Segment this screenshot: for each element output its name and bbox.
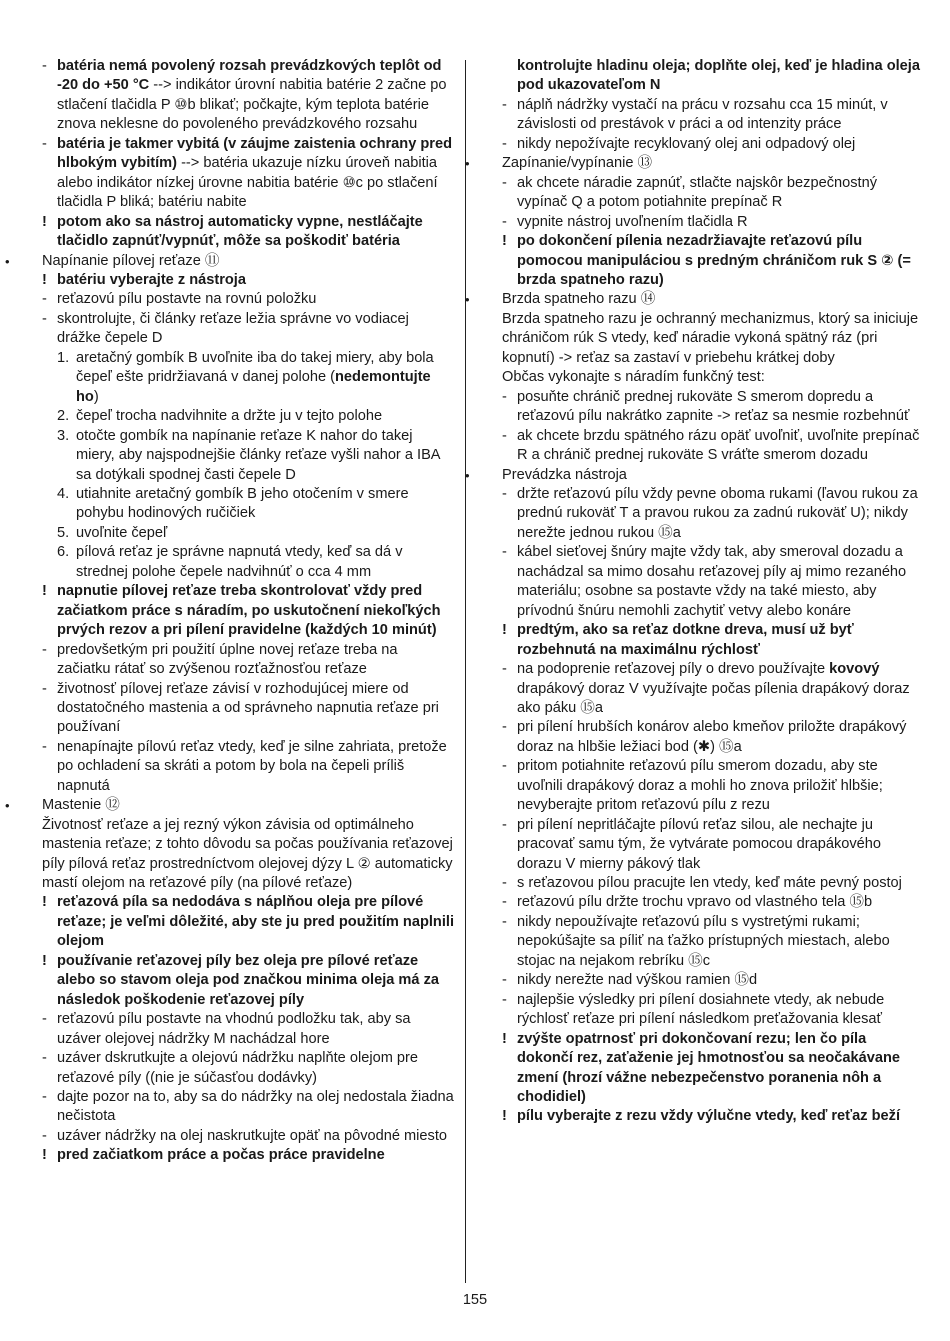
item-text: reťazovú pílu postavte na vhodnú podložku tak, aby sa uzáver olejovej nádržky M nachádzal hore [57,1011,411,1047]
right-list-item [502,991,920,1030]
warning-marker: ! [502,233,507,250]
dash-marker: - [502,875,507,892]
item-text: pri pílení nepritláčajte pílovú reťaz silou, ale nechajte ju pracovať samu tým, že vytvárate pomocou drapákového dorazu V mierny pákový tlak [517,816,882,872]
warning-marker: ! [42,213,47,230]
right-section-heading [465,154,920,173]
right-list-item [502,543,920,621]
right-list-item [502,485,920,543]
left-section-heading [5,252,454,271]
right-paragraph [502,310,920,368]
left-list-item [42,135,454,213]
text-segment: batéria je takmer vybitá (v záujme zaistenia ochrany pred hlbokým vybitím) [57,135,453,172]
item-text [76,350,434,405]
right-list-item [502,96,920,135]
item-text: po dokončení pílenia nezadržiavajte reťazovú pílu pomocou manipuláciou s predným chráničom ruk S ② (= brzda spatneho razu) [517,233,911,288]
dash-marker: - [502,972,507,989]
left-list-item [42,310,454,349]
item-text: pred začiatkom práce a počas práce pravidelne [57,1147,385,1164]
left-warning [42,893,454,951]
left-warning [42,271,454,290]
dash-marker: - [502,174,507,191]
right-list-item [502,913,920,971]
right-warning [502,232,920,290]
right-list-item [502,660,920,718]
dash-marker: - [502,661,507,678]
left-list-item [42,680,454,738]
text-segment: ) [93,388,99,405]
dash-marker: - [502,816,507,833]
item-text: Občas vykonajte s náradím funkčný test: [502,369,765,386]
item-text [57,58,447,132]
dash-marker: - [502,719,507,736]
dash-marker: - [42,291,47,308]
warning-marker: ! [502,1030,507,1047]
item-text: Brzda spatneho razu ⑭ [502,291,656,308]
left-warning [42,952,454,1010]
item-text: skontrolujte, či články reťaze ležia správne vo vodiacej drážke čepele D [57,310,409,347]
dash-marker: - [42,1011,47,1028]
item-text: Napínanie pílovej reťaze ⑪ [42,252,220,269]
item-text: dajte pozor na to, aby sa do nádržky na olej nedostala žiadna nečistota [57,1089,454,1125]
step-number: 2. [57,408,70,425]
item-text: napnutie pílovej reťaze treba skontrolovať vždy pred začiatkom práce s náradím, po uskutočnení niekoľkých prvých rezov a pri pílení pravidelne (každých 10 minút) [57,583,441,639]
text-segment: --> batéria ukazuje nízku úroveň nabitia alebo indikátor nízkej úrovne nabitia batérie ⑩c po stlačení tlačidla P bliká; batériu nabite [57,155,438,211]
dash-marker: - [502,485,507,502]
warning-marker: ! [42,952,47,969]
text-segment: kovový [829,661,880,678]
bullet-marker: • [465,156,470,172]
dash-marker: - [42,641,47,658]
left-numbered-step [42,427,454,485]
dash-marker: - [502,544,507,561]
item-text: najlepšie výsledky pri pílení dosiahnete vtedy, ak nebude rýchlosť reťaze pri pílení následkom preťažovania klesať [517,991,885,1028]
item-text: používanie reťazovej píly bez oleja pre pílové reťaze alebo so stavom oleja pod značkou minima oleja má za následok poškodenie reťazovej píly [57,952,439,1008]
text-segment: drapákový doraz V využívajte počas pílenia drapákový doraz ako páku ⑮a [517,680,910,716]
item-text [57,136,452,210]
text-segment: aretačný gombík B uvoľnite iba do takej miery, aby bola čepeľ ešte pridržiavaná v danej polohe ( [76,349,434,386]
item-text: uvoľnite čepeľ [76,524,168,541]
left-list-item [42,641,454,680]
right-list-item [502,174,920,213]
left-column [5,57,455,1166]
bullet-marker: • [5,798,10,814]
left-list-item [42,1127,454,1146]
item-text: nikdy nepoužívajte reťazovú pílu s vystretými rukami; nepokúšajte sa píliť na ťažko prístupných miestach, alebo stojac na nejakom rebríku ⑮c [517,913,890,969]
item-text: Prevádzka nástroja [502,466,627,483]
item-text: zvýšte opatrnosť pri dokončovaní rezu; len čo píla dokončí rez, zaťaženie jej hmotnosťou sa neočakávane zmení (hrozí vážne nebezpečenstvo poranenia nôh a chodidiel) [517,1030,901,1106]
right-list-item [502,816,920,874]
item-text: čepeľ trocha nadvihnite a držte ju v tejto polohe [76,408,383,425]
step-number: 3. [57,427,70,444]
right-warning [502,1030,920,1108]
right-section-heading [465,466,920,485]
warning-marker: ! [42,583,47,600]
left-warning [42,582,454,640]
right-warning [502,1107,920,1126]
item-text: pílová reťaz je správne napnutá vtedy, keď sa dá v strednej polohe čepele nadvihnúť o cca 4 mm [76,544,403,580]
right-list-item [502,893,920,912]
dash-marker: - [42,1127,47,1144]
left-numbered-step [42,349,454,407]
item-text: pílu vyberajte z rezu vždy výlučne vtedy, keď reťaz beží [517,1108,901,1125]
warning-marker: ! [502,622,507,639]
dash-marker: - [502,135,507,152]
item-text: uzáver nádržky na olej naskrutkujte opäť na pôvodné miesto [57,1127,448,1144]
item-text: potom ako sa nástroj automaticky vypne, nestláčajte tlačidlo zapnúť/vypnúť, môže sa poškodiť batéria [57,213,423,250]
item-text: predovšetkým pri použití úplne novej reťaze treba na začiatku rátať so zvýšenou rozťažnosťou reťaze [57,641,398,678]
left-numbered-step [42,407,454,426]
right-column [465,57,920,1127]
dash-marker: - [42,1089,47,1106]
item-text: náplň nádržky vystačí na prácu v rozsahu cca 15 minút, v závislosti od prestávok v práci a od intenzity práce [517,96,888,133]
item-text: otočte gombík na napínanie reťaze K nahor do takej miery, aby najspodnejšie články reťaze vyšli nahor a IBA sa dotýkali spodnej časti čepele D [76,427,440,483]
step-number: 6. [57,544,70,561]
item-text: Zapínanie/vypínanie ⑬ [502,155,653,172]
right-warning [502,621,920,660]
left-numbered-step [42,543,454,582]
item-text: ak chcete náradie zapnúť, stlačte najskôr bezpečnostný vypínač Q a potom potiahnite prepínač R [517,174,877,211]
right-section-heading [465,290,920,309]
item-text: ak chcete brzdu spätného rázu opäť uvoľniť, uvoľnite prepínač R a chránič prednej rukoväte S vráťte smerom dozadu [517,427,920,464]
item-text: uzáver dskrutkujte a olejovú nádržku naplňte olejom pre reťazové píly ((nie je súčasťou dodávky) [57,1050,418,1086]
item-text: nenapínajte pílovú reťaz vtedy, keď je silne zahriata, pretože po ochladení sa skráti a potom by bola na čepeli príliš napnutá [57,738,447,794]
step-number: 4. [57,485,70,502]
item-text: predtým, ako sa reťaz dotkne dreva, musí už byť rozbehnutá na maximálnu rýchlosť [517,622,854,658]
right-list-item [502,757,920,815]
dash-marker: - [502,388,507,405]
item-text: pri pílení hrubších konárov alebo kmeňov priložte drapákový doraz na hlbšie ležiaci bod (✱) ⑮a [517,719,907,755]
left-list-item [42,1088,454,1127]
item-text: Životnosť reťaze a jej rezný výkon závisia od optimálneho mastenia reťaze; z tohto dôvodu sa počas používania reťazovej píly pílová reťaz prostredníctvom olejovej dýzy L ② automaticky mastí olejom na reťazové píly (na pílové reťaze) [42,816,453,892]
text-segment: --> indikátor úrovní nabitia batérie 2 začne po stlačení tlačidla P ⑩b blikať; počkajte, kým teplota batérie znova neklesne do povoleného prevádzkového rozsahu [57,77,447,133]
right-list-item [502,971,920,990]
left-section-heading [5,796,454,815]
item-text: kábel sieťovej šnúry majte vždy tak, aby smeroval dozadu a nachádzal sa mimo dosahu reťazovej píly aj mimo rezaného materiálu; osobne sa postavte vždy na také miesto, aby prívodnú šnúru nemohli zachytiť vetvy alebo konáre [517,544,907,619]
page-number: 155 [462,1292,488,1308]
right-paragraph [502,368,920,387]
item-text: nikdy nepožívajte recyklovaný olej ani odpadový olej [517,135,856,152]
bullet-marker: • [5,253,10,269]
left-numbered-step [42,524,454,543]
dash-marker: - [42,738,47,755]
left-list-item [42,1049,454,1088]
text-segment: nedemontujte ho [76,369,431,405]
item-text: kontrolujte hladinu oleja; doplňte olej, keď je hladina oleja pod ukazovateľom N [517,58,920,94]
dash-marker: - [42,680,47,697]
right-list-item [502,135,920,154]
dash-marker: - [502,213,507,230]
dash-marker: - [42,1050,47,1067]
warning-marker: ! [502,1108,507,1125]
warning-marker: ! [42,894,47,911]
text-segment: batéria nemá povolený rozsah prevádzkových teplôt od -20 do +50 °C [57,58,442,94]
step-number: 1. [57,349,70,366]
right-list-item [502,718,920,757]
item-text: utiahnite aretačný gombík B jeho otočením v smere pohybu hodinových ručičiek [76,485,409,522]
item-text: reťazová píla sa nedodáva s náplňou oleja pre pílové reťaze; je veľmi dôležité, aby ste ju pred použitím naplnili olejom [57,894,455,950]
right-list-item [502,427,920,466]
text-segment: na podoprenie reťazovej píly o drevo používajte [517,661,830,678]
right-list-item [502,213,920,232]
item-text: Brzda spatneho razu je ochranný mechanizmus, ktorý sa iniciuje chráničom rúk S vtedy, keď náradie vykoná spätný ráz (pri kopnutí) -> reťaz sa zastaví v priebehu krátkej doby [502,310,919,366]
item-text [517,661,910,716]
bullet-marker: • [465,467,470,483]
item-text: pritom potiahnite reťazovú pílu smerom dozadu, aby ste uvoľnili drapákový doraz a mohli ho znova priložiť hlbšie; nevyberajte pritom reťazovú pílu z rezu [517,758,883,814]
column-divider [465,60,466,1283]
dash-marker: - [502,96,507,113]
item-text: vypnite nástroj uvoľnením tlačidla R [517,213,748,230]
left-list-item [42,1010,454,1049]
left-warning [42,1146,454,1165]
item-text: nikdy nerežte nad výškou ramien ⑮d [517,972,758,989]
left-warning [42,213,454,252]
left-list-item [42,57,454,135]
left-paragraph [42,816,454,894]
dash-marker: - [502,991,507,1008]
left-numbered-step [42,485,454,524]
item-text: držte reťazovú pílu vždy pevne oboma rukami (ľavou rukou za prednú rukoväť T a pravou rukou za zadnú rukoväť U); nikdy nerežte jednou rukou ⑮a [517,485,918,541]
warning-marker: ! [42,271,47,288]
warning-marker: ! [42,1147,47,1164]
bullet-marker: • [465,292,470,308]
item-text: reťazovú pílu postavte na rovnú položku [57,291,317,308]
right-list-item [502,874,920,893]
dash-marker: - [42,310,47,327]
dash-marker: - [42,135,47,152]
left-list-item [42,738,454,796]
item-text: posuňte chránič prednej rukoväte S smerom dopredu a reťazovú pílu nakrátko zapnite -> reťaz sa nesmie rozbehnúť [517,388,910,425]
dash-marker: - [42,58,47,74]
item-text: Mastenie ⑫ [42,797,120,814]
left-list-item [42,290,454,309]
right-list-item [502,388,920,427]
step-number: 5. [57,524,70,541]
item-text: životnosť pílovej reťaze závisí v rozhodujúcej miere od dostatočného mastenia a od správneho napnutia reťaze pri používaní [57,680,439,736]
dash-marker: - [502,758,507,775]
dash-marker: - [502,427,507,444]
item-text: batériu vyberajte z nástroja [57,271,246,288]
dash-marker: - [502,894,507,911]
item-text: reťazovú pílu držte trochu vpravo od vlastného tela ⑮b [517,894,873,911]
item-text: s reťazovou pílou pracujte len vtedy, keď máte pevný postoj [517,875,902,892]
right-continued-text [502,57,920,96]
dash-marker: - [502,913,507,930]
